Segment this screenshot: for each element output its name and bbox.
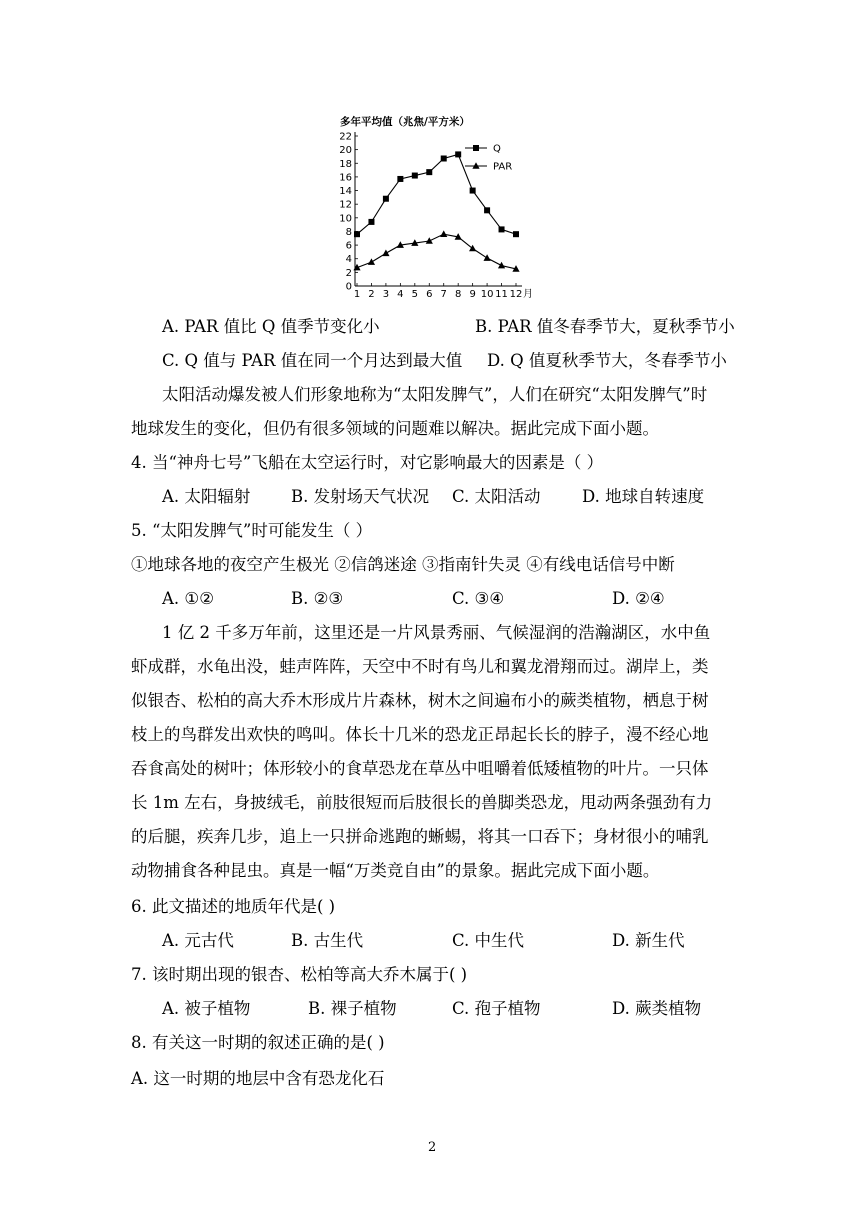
x-tick-label: 1: [353, 289, 361, 300]
q4-option-c: C. 太阳活动: [452, 487, 541, 506]
point-par: [469, 245, 476, 252]
point-q: [426, 169, 432, 175]
point-par: [382, 249, 389, 256]
paragraph-dino-line-6: 长 1m 左右，身披绒毛，前肢很短而后肢很长的兽脚类恐龙，甩动两条强劲有力: [131, 793, 713, 812]
point-par: [483, 254, 490, 261]
series-line-par: [357, 234, 516, 269]
x-tick-label: 12: [509, 289, 523, 300]
legend-marker-q: [473, 145, 479, 151]
q5-statements: ①地球各地的夜空产生极光 ②信鸽迷途 ③指南针失灵 ④有线电话信号中断: [131, 555, 675, 574]
x-tick-label: 10: [480, 289, 494, 300]
q6-option-b: B. 古生代: [291, 931, 364, 950]
legend-label-par: PAR: [493, 161, 513, 173]
y-tick-label: 12: [339, 199, 352, 211]
q7-option-c: C. 孢子植物: [452, 999, 541, 1018]
y-tick-label: 8: [345, 226, 352, 238]
x-tick-label: 3: [382, 289, 390, 300]
y-tick-label: 22: [339, 131, 352, 143]
x-tick-label: 6: [426, 289, 433, 300]
x-tick-label: 9: [469, 289, 476, 300]
legend-label-q: Q: [493, 143, 501, 155]
q4-option-a: A. 太阳辐射: [162, 487, 251, 506]
y-tick-label: 0: [345, 281, 352, 293]
paragraph-dino-line-3: 似银杏、松柏的高大乔木形成片片森林，树木之间遍布小的蕨类植物，栖息于树: [131, 691, 709, 710]
question-5: 5. “太阳发脾气”时可能发生（ ）: [131, 521, 373, 540]
question-8: 8. 有关这一时期的叙述正确的是( ): [131, 1033, 385, 1052]
option-a-par: A. PAR 值比 Q 值季节变化小: [162, 317, 380, 336]
y-tick-label: 10: [339, 213, 352, 225]
point-q: [499, 226, 505, 232]
q6-option-a: A. 元古代: [162, 931, 234, 950]
point-par: [426, 237, 433, 244]
question-4: 4. 当“神舟七号”飞船在太空运行时，对它影响最大的因素是（ ）: [131, 453, 604, 472]
paragraph-dino-line-1: 1 亿 2 千多万年前，这里还是一片风景秀丽、气候湿润的浩瀚湖区，水中鱼: [162, 623, 711, 642]
q7-option-b: B. 裸子植物: [308, 999, 397, 1018]
q7-option-d: D. 蕨类植物: [612, 999, 702, 1018]
chart-title: 多年平均值（兆焦/平方米）: [340, 116, 470, 128]
y-tick-label: 4: [345, 254, 352, 266]
q5-option-d: D. ②④: [612, 589, 665, 608]
q4-option-d: D. 地球自转速度: [582, 487, 705, 506]
point-q: [354, 231, 360, 237]
y-tick-label: 2: [345, 267, 352, 279]
x-tick-label: 8: [454, 289, 462, 300]
point-q: [397, 176, 403, 182]
point-q: [412, 173, 418, 179]
paragraph-dino-line-8: 动物捕食各种昆虫。真是一幅“万类竞自由”的景象。据此完成下面小题。: [131, 861, 660, 880]
question-6: 6. 此文描述的地质年代是( ): [131, 897, 336, 916]
x-tick-label: 4: [397, 289, 404, 300]
q5-option-a: A. ①②: [162, 589, 214, 608]
q7-option-a: A. 被子植物: [162, 999, 251, 1018]
question-7: 7. 该时期出现的银杏、松柏等高大乔木属于( ): [131, 965, 468, 984]
y-tick-label: 16: [339, 172, 352, 184]
point-par: [368, 258, 375, 265]
paragraph-dino-line-5: 吞食高处的树叶；体形较小的食草恐龙在草丛中咀嚼着低矮植物的叶片。一只体: [131, 759, 709, 778]
y-tick-label: 18: [339, 158, 352, 170]
q5-option-c: C. ③④: [452, 589, 505, 608]
paragraph-dino-line-7: 的后腿，疾奔几步，追上一只拼命逃跑的蜥蜴，将其一口吞下；身材很小的哺乳: [131, 827, 709, 846]
q5-option-b: B. ②③: [291, 589, 344, 608]
x-tick-label: 5: [411, 289, 419, 300]
option-c-q: C. Q 值与 PAR 值在同一个月达到最大值: [162, 351, 463, 370]
x-tick-label: 2: [368, 289, 375, 300]
paragraph-dino-line-4: 枝上的鸟群发出欢快的鸣叫。体长十几米的恐龙正昂起长长的脖子，漫不经心地: [131, 725, 709, 744]
chart-svg: [330, 108, 570, 306]
point-par: [440, 230, 447, 237]
q4-option-b: B. 发射场天气状况: [291, 487, 430, 506]
q8-option-a: A. 这一时期的地层中含有恐龙化石: [131, 1069, 385, 1088]
point-q: [484, 207, 490, 213]
point-q: [383, 196, 389, 202]
radiation-line-chart: [330, 108, 570, 306]
q6-option-c: C. 中生代: [452, 931, 525, 950]
y-tick-label: 20: [339, 145, 352, 157]
option-b-par: B. PAR 值冬春季节大，夏秋季节小: [475, 317, 735, 336]
paragraph-sun-line-2: 地球发生的变化，但仍有很多领域的问题难以解决。据此完成下面小题。: [131, 419, 659, 438]
point-q: [470, 188, 476, 194]
paragraph-sun-line-1: 太阳活动爆发被人们形象地称为“太阳发脾气”，人们在研究“太阳发脾气”时: [162, 385, 708, 404]
y-tick-label: 6: [345, 240, 352, 252]
point-par: [498, 262, 505, 269]
page-number: 2: [428, 1140, 437, 1155]
point-q: [455, 151, 461, 157]
x-tick-label: 11: [495, 289, 508, 300]
paragraph-dino-line-2: 虾成群，水龟出没，蛙声阵阵，天空中不时有鸟儿和翼龙滑翔而过。湖岸上，类: [131, 657, 709, 676]
y-tick-label: 14: [339, 186, 352, 198]
x-axis-unit-label: 月: [523, 289, 533, 300]
x-tick-label: 7: [440, 289, 447, 300]
q6-option-d: D. 新生代: [612, 931, 685, 950]
option-d-q: D. Q 值夏秋季节大，冬春季节小: [487, 351, 727, 370]
point-q: [368, 219, 374, 225]
point-q: [441, 156, 447, 162]
point-q: [513, 231, 519, 237]
